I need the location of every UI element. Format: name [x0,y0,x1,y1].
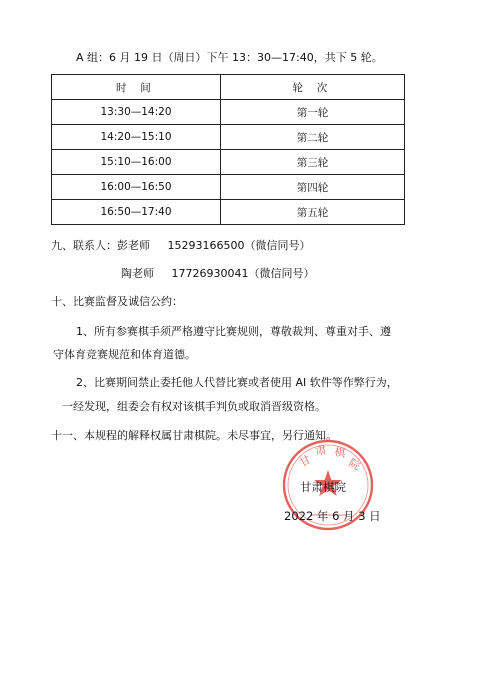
time-cell: 16:50—17:40 [52,200,221,225]
round-cell: 第一轮 [221,100,405,125]
table-row [52,200,405,225]
round-schedule-table [51,74,405,225]
svg-text:院: 院 [346,456,363,473]
table-row [52,175,405,200]
signature-date: 2022 年 6 月 3 日 [284,509,381,523]
table-row [52,150,405,175]
contact-phone-1: 15293166500（微信同号） [167,239,311,252]
table-header-row [52,75,405,100]
group-a-schedule-heading: A 组：6 月 19 日（周日）下午 13：30—17:40，共下 5 轮。 [76,51,383,64]
rule-2-line-2: 一经发现，组委会有权对该棋手判负或取消晋级资格。 [62,400,326,413]
rule-1-line-2: 守体育竞赛规范和体育道德。 [53,348,196,361]
contact-phone-2: 17726930041（微信同号） [171,267,315,280]
time-cell: 15:10—16:00 [52,150,221,175]
rule-2-line-1: 2、比赛期间禁止委托他人代替比赛或者使用 AI 软件等作弊行为， [76,376,398,389]
time-cell: 13:30—14:20 [52,100,221,125]
svg-text:肃: 肃 [314,443,328,458]
time-cell: 14:20—15:10 [52,125,221,150]
round-cell: 第二轮 [221,125,405,150]
table-row [52,100,405,125]
svg-text:甘: 甘 [297,453,314,470]
contact-label: 九、联系人： [51,239,117,252]
column-header-time: 时 间 [52,75,221,100]
column-header-round: 轮 次 [221,75,405,100]
svg-text:棋: 棋 [333,445,347,460]
contact-line-1 [51,239,310,253]
table-row [52,125,405,150]
signature-org: 甘肃棋院 [300,480,346,494]
contact-person-1: 彭老师 [117,239,150,252]
round-cell: 第三轮 [221,150,405,175]
round-cell: 第四轮 [221,175,405,200]
section-11: 十一、本规程的解释权属甘肃棋院。未尽事宜，另行通知。 [51,429,337,442]
contact-person-2: 陶老师 [121,267,154,280]
round-cell: 第五轮 [221,200,405,225]
contact-line-2 [121,267,314,281]
rule-1-line-1: 1、所有参赛棋手须严格遵守比赛规则，尊敬裁判、尊重对手、遵 [76,325,391,338]
time-cell: 16:00—16:50 [52,175,221,200]
section-10-title: 十、比赛监督及诚信公约： [51,295,183,308]
